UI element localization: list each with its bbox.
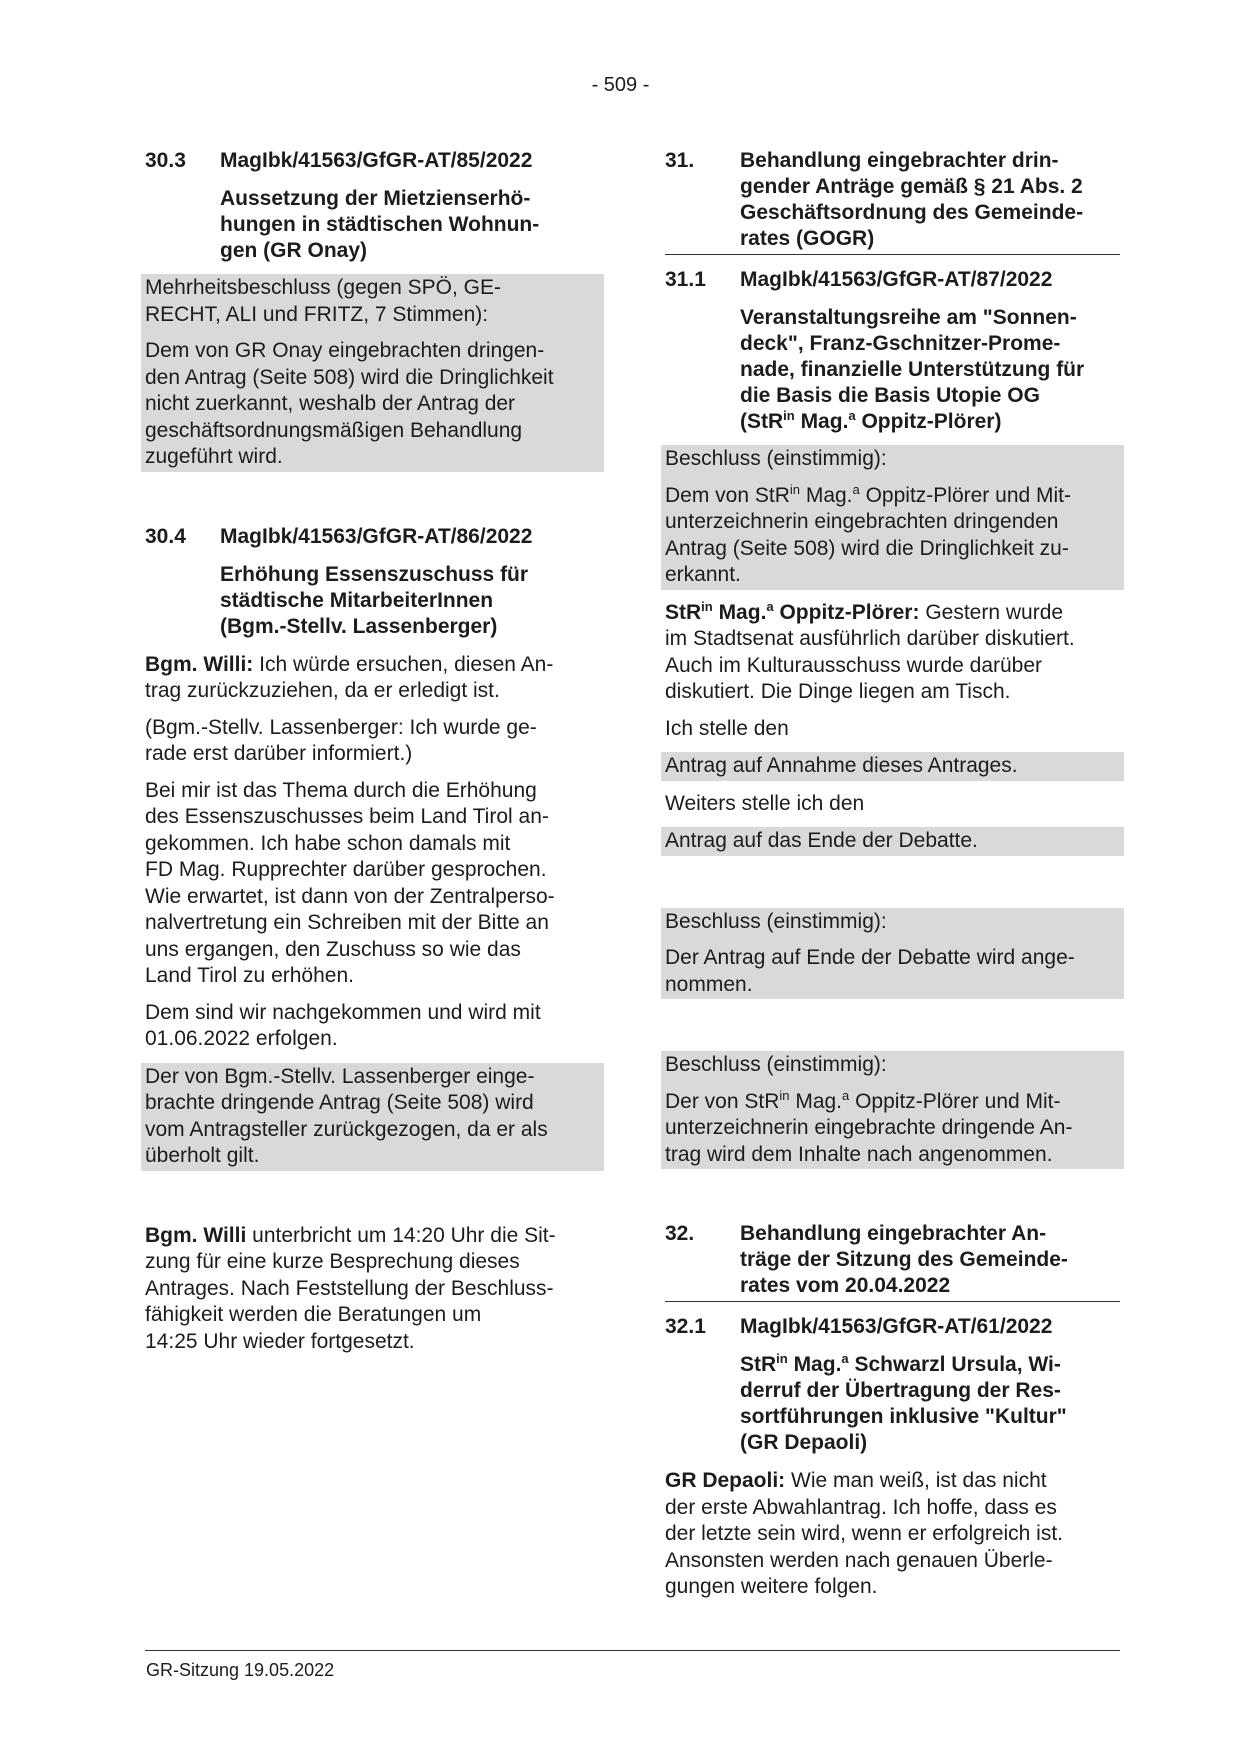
item-reference: MagIbk/41563/GfGR-AT/61/2022 (740, 1315, 1053, 1338)
text-line: gekommen. Ich habe schon damals mit (145, 831, 511, 855)
text-fragment: Ich würde ersuchen, diesen An- (253, 652, 554, 676)
title-line: Geschäftsordnung des Gemeinde- (740, 201, 1084, 224)
resolution-box (661, 1051, 1124, 1169)
text-line: Dem von GR Onay eingebrachten dringen- (145, 339, 545, 362)
text-line: Auch im Kulturausschuss wurde darüber (665, 653, 1043, 677)
item-30-4 (145, 524, 600, 1171)
text-line: RECHT, ALI und FRITZ, 7 Stimmen): (145, 302, 489, 326)
item-title (220, 562, 600, 640)
item-title (740, 1352, 1120, 1456)
text-line: Antrag (Seite 508) wird die Dringlichkeit zu- (665, 536, 1069, 560)
motion-box (661, 827, 1124, 856)
text-line: Antrag auf Annahme dieses Antrages. (665, 754, 1018, 777)
motion-box (661, 752, 1124, 781)
text-fragment: Gestern wurde (919, 600, 1064, 624)
title-line: deck", Franz-Gschnitzer-Prome- (740, 332, 1061, 355)
text-line: zugeführt wird. (145, 445, 283, 468)
title-line: träge der Sitzung des Gemeinde- (740, 1248, 1068, 1271)
page-number: - 509 - (591, 74, 650, 96)
title-line: nade, finanzielle Unterstützung für (740, 358, 1085, 381)
item-number: 32.1 (665, 1315, 706, 1338)
text-line: vom Antragsteller zurückgezogen, da er als (145, 1117, 548, 1141)
text-line: trag zurückzuziehen, da er erledigt ist. (145, 679, 500, 702)
item-32-1 (665, 1314, 1120, 1601)
text-line: rade erst darüber informiert.) (145, 742, 413, 765)
footer-text: GR-Sitzung 19.05.2022 (146, 1660, 335, 1680)
title-line: (GR Depaoli) (740, 1431, 868, 1454)
text-line: Beschluss (einstimmig): (665, 447, 887, 470)
title-line: die Basis die Basis Utopie OG (740, 384, 1040, 407)
section-title (740, 1221, 1120, 1299)
item-header (145, 524, 600, 550)
text-line: Der Antrag auf Ende der Debatte wird ange- (665, 946, 1075, 969)
text-line: Wie erwartet, ist dann von der Zentralperso- (145, 884, 555, 908)
title-line: Behandlung eingebrachter drin- (740, 149, 1059, 172)
text-line: unterzeichnerin eingebrachte dringende An- (665, 1116, 1073, 1139)
text-line (145, 652, 600, 679)
text-line: zung für eine kurze Besprechung dieses (145, 1250, 520, 1273)
text-line: erkannt. (665, 563, 741, 586)
text-line: Bei mir ist das Thema durch die Erhöhung (145, 778, 537, 802)
item-title (220, 186, 600, 264)
resolution-box (141, 1063, 604, 1171)
title-line: (Bgm.-Stellv. Lassenberger) (220, 614, 498, 638)
text-line: Antrages. Nach Feststellung der Beschluss- (145, 1276, 554, 1300)
title-line: rates (GOGR) (740, 227, 875, 250)
text-line: nicht zuerkannt, weshalb der Antrag der (145, 392, 516, 415)
title-line: Behandlung eingebrachter An- (740, 1222, 1047, 1245)
title-line: rates vom 20.04.2022 (740, 1274, 951, 1297)
text-line: Beschluss (einstimmig): (665, 909, 887, 933)
session-interruption (145, 1223, 600, 1356)
right-column (665, 148, 1120, 1601)
resolution-box (661, 445, 1124, 590)
text-line: unterzeichnerin eingebrachten dringenden (665, 510, 1059, 533)
text-line: fähigkeit werden die Beratungen um (145, 1303, 482, 1326)
item-title (740, 305, 1120, 435)
text-line: Der von Bgm.-Stellv. Lassenberger einge- (145, 1064, 535, 1088)
item-header (665, 267, 1120, 293)
speaker-name: Bgm. Willi: (145, 652, 254, 676)
item-number: 31.1 (665, 268, 706, 291)
text-line (665, 600, 1120, 627)
item-number: 30.4 (145, 524, 186, 548)
item-reference: MagIbk/41563/GfGR-AT/85/2022 (220, 149, 533, 172)
section-31-header (665, 148, 1120, 255)
resolution-box (141, 274, 604, 472)
text-line: 01.06.2022 erfolgen. (145, 1027, 338, 1050)
title-line: städtische MitarbeiterInnen (220, 588, 494, 612)
title-line: Erhöhung Essenszuschuss für (220, 562, 529, 586)
text-line: brachte dringende Antrag (Seite 508) wird (145, 1091, 534, 1114)
speaker-name: Bgm. Willi (145, 1223, 247, 1247)
text-line: im Stadtsenat ausführlich darüber diskutiert. (665, 627, 1075, 650)
text-line: diskutiert. Die Dinge liegen am Tisch. (665, 680, 1011, 703)
section-number: 31. (665, 149, 695, 172)
text-line: nommen. (665, 972, 753, 996)
section-32-header (665, 1221, 1120, 1302)
title-line: hungen in städtischen Wohnun- (220, 213, 540, 236)
text-line: trag wird dem Inhalte nach angenommen. (665, 1142, 1053, 1166)
section-number: 32. (665, 1222, 695, 1245)
title-line: gen (GR Onay) (220, 239, 368, 262)
text-line: uns ergangen, den Zuschuss so wie das (145, 937, 521, 961)
text-line (665, 1468, 1120, 1495)
text-line: der letzte sein wird, wenn er erfolgreich ist. (665, 1522, 1064, 1545)
item-number: 30.3 (145, 149, 186, 172)
title-line: sortführungen inklusive "Kultur" (740, 1405, 1067, 1428)
text-line: (Bgm.-Stellv. Lassenberger: Ich wurde ge- (145, 715, 537, 739)
text-line: geschäftsordnungsmäßigen Behandlung (145, 418, 523, 442)
text-fragment: Wie man weiß, ist das nicht (785, 1469, 1047, 1492)
text-line: gungen weitere folgen. (665, 1575, 878, 1598)
text-line: der erste Abwahlantrag. Ich hoffe, dass es (665, 1495, 1057, 1519)
text-line (145, 1223, 600, 1250)
text-line: FD Mag. Rupprechter darüber gesprochen. (145, 858, 547, 881)
speaker-name: GR Depaoli: (665, 1469, 786, 1492)
text-line: nalvertretung ein Schreiben mit der Bitte an (145, 911, 549, 934)
title-line: derruf der Übertragung der Res- (740, 1379, 1061, 1402)
text-line: Mehrheitsbeschluss (gegen SPÖ, GE- (145, 276, 501, 299)
title-line: StR$^{in}$ Mag.$^a$ Schwarzl Ursula, Wi- (740, 1351, 1061, 1376)
text-line: Ich stelle den (665, 716, 789, 740)
title-line: Veranstaltungsreihe am "Sonnen- (740, 306, 1077, 329)
text-line: Land Tirol zu erhöhen. (145, 964, 354, 987)
speaker-name: StR$^{in}$ Mag.$^a$ Oppitz-Plörer: (665, 598, 920, 624)
text-line: Ansonsten werden nach genauen Überle- (665, 1548, 1053, 1572)
text-line: Antrag auf das Ende der Debatte. (665, 829, 978, 852)
text-line: 14:25 Uhr wieder fortgesetzt. (145, 1329, 415, 1353)
text-line: den Antrag (Seite 508) wird die Dringlichkeit (145, 365, 554, 389)
item-reference: MagIbk/41563/GfGR-AT/86/2022 (220, 524, 533, 548)
resolution-box (661, 908, 1124, 1000)
title-line: Aussetzung der Mietzienserhö- (220, 187, 531, 210)
text-line: Der von StR$^{in}$ Mag.$^a$ Oppitz-Plörer und Mit- (665, 1087, 1061, 1113)
text-line: des Essenszuschusses beim Land Tirol an- (145, 805, 549, 828)
left-column (145, 148, 600, 1355)
item-header (145, 148, 600, 174)
item-30-3 (145, 148, 600, 472)
item-reference: MagIbk/41563/GfGR-AT/87/2022 (740, 268, 1053, 291)
text-line: Weiters stelle ich den (665, 791, 865, 815)
footer-divider (145, 1650, 1120, 1651)
text-line: Dem sind wir nachgekommen und wird mit (145, 1000, 541, 1024)
item-header (665, 1314, 1120, 1340)
title-line: gender Anträge gemäß § 21 Abs. 2 (740, 175, 1083, 198)
text-line: überholt gilt. (145, 1144, 260, 1167)
text-line: Beschluss (einstimmig): (665, 1053, 887, 1076)
text-fragment: unterbricht um 14:20 Uhr die Sit- (246, 1223, 556, 1247)
text-line: Dem von StR$^{in}$ Mag.$^a$ Oppitz-Plörer und Mit- (665, 481, 1071, 507)
section-title (740, 148, 1120, 252)
item-31-1 (665, 267, 1120, 1169)
title-line: (StR$^{in}$ Mag.$^a$ Oppitz-Plörer) (740, 408, 1002, 433)
